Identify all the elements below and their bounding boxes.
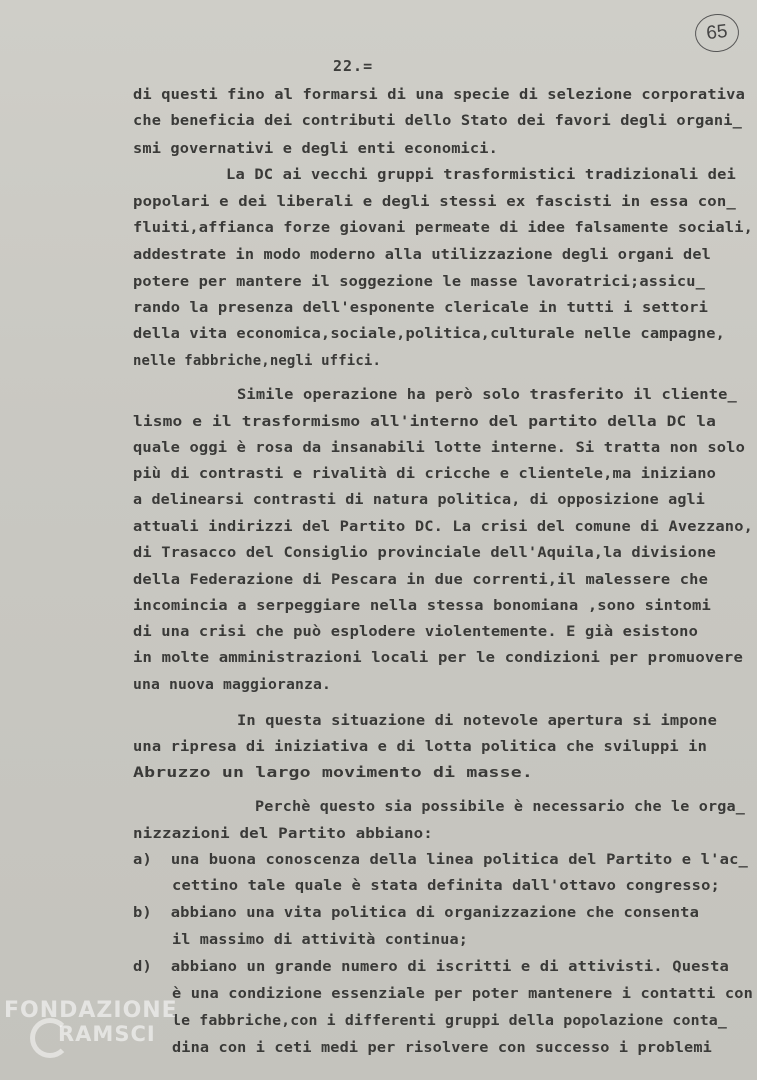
text-line: di una crisi che può esplodere violentemente. E già esistono — [133, 623, 698, 640]
text-line: Abruzzo un largo movimento di masse. — [133, 764, 533, 781]
text-line: smi governativi e degli enti economici. — [133, 140, 498, 157]
text-line: una nuova maggioranza. — [133, 676, 331, 693]
text-line: nelle fabbriche,negli uffici. — [133, 352, 381, 369]
text-line: in molte amministrazioni locali per le condizioni per promuovere — [133, 649, 743, 666]
text-line: della Federazione di Pescara in due correnti,il malessere che — [133, 571, 708, 588]
text-line: La DC ai vecchi gruppi trasformistici tradizionali dei — [226, 166, 736, 183]
text-line: addestrate in modo moderno alla utilizzazione degli organi del — [133, 246, 711, 263]
text-line: attuali indirizzi del Partito DC. La crisi del comune di Avezzano, — [133, 518, 753, 535]
text-line: nizzazioni del Partito abbiano: — [133, 825, 433, 842]
text-line: a) una buona conoscenza della linea politica del Partito e l'ac_ — [133, 851, 748, 868]
text-line: Perchè questo sia possibile è necessario che le orga_ — [255, 798, 745, 815]
text-line: cettino tale quale è stata definita dall'ottavo congresso; — [172, 877, 720, 894]
text-line: fluiti,affianca forze giovani permeate di idee falsamente sociali, — [133, 219, 753, 236]
watermark-line-2: RAMSCI — [58, 1022, 156, 1046]
text-line: che beneficia dei contributi dello Stato dei favori degli organi_ — [133, 112, 742, 129]
text-line: di Trasacco del Consiglio provinciale dell'Aquila,la divisione — [133, 544, 716, 561]
text-line: b) abbiano una vita politica di organizzazione che consenta — [133, 904, 699, 921]
text-line: popolari e dei liberali e degli stessi ex fascisti in essa con_ — [133, 193, 736, 210]
text-line: una ripresa di iniziativa e di lotta politica che sviluppi in — [133, 738, 707, 755]
text-line: lismo e il trasformismo all'interno del partito della DC la — [133, 413, 716, 430]
text-line: è una condizione essenziale per poter mantenere i contatti con — [172, 985, 753, 1002]
fondazione-gramsci-watermark — [4, 992, 194, 1072]
text-line: più di contrasti e rivalità di cricche e clientele,ma iniziano — [133, 465, 716, 482]
text-line: quale oggi è rosa da insanabili lotte interne. Si tratta non solo — [133, 439, 745, 456]
text-line: In questa situazione di notevole apertura si impone — [237, 712, 717, 729]
text-line: il massimo di attività continua; — [172, 931, 468, 948]
text-line: d) abbiano un grande numero di iscritti e di attivisti. Questa — [133, 958, 729, 975]
page-number: 22.= — [333, 57, 374, 75]
archive-stamp: 65 — [693, 12, 741, 54]
text-line: a delinearsi contrasti di natura politica, di opposizione agli — [133, 491, 705, 508]
text-line: Simile operazione ha però solo trasferito il cliente_ — [237, 386, 737, 403]
text-line: le fabbriche,con i differenti gruppi della popolazione conta_ — [172, 1012, 727, 1029]
text-line: potere per mantere il soggezione le masse lavoratrici;assicu_ — [133, 273, 705, 290]
text-line: dina con i ceti medi per risolvere con successo i problemi — [172, 1039, 712, 1056]
text-line: della vita economica,sociale,politica,culturale nelle campagne, — [133, 325, 725, 342]
watermark-line-1: FONDAZIONE — [4, 998, 178, 1023]
text-line: incomincia a serpeggiare nella stessa bonomiana ,sono sintomi — [133, 597, 711, 614]
text-line: rando la presenza dell'esponente clericale in tutti i settori — [133, 299, 708, 316]
text-line: di questi fino al formarsi di una specie di selezione corporativa — [133, 86, 745, 103]
